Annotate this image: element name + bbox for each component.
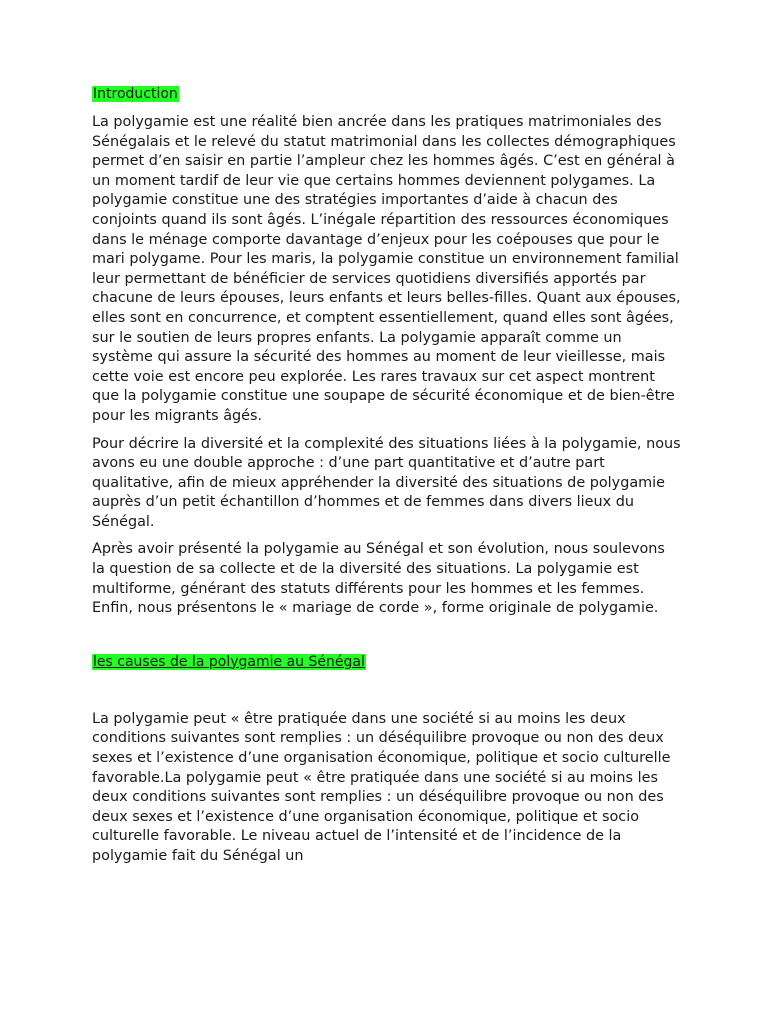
heading-introduction xyxy=(92,85,682,104)
heading-causes xyxy=(92,653,682,672)
heading-causes-text: les causes de la polygamie au Sénégal xyxy=(93,653,365,670)
document-page xyxy=(92,85,682,867)
paragraph-intro-2: Pour décrire la diversité et la complexité des situations liées à la polygamie, nous avons eu une double approche : d’une part quantitative et d’autre part qualitative, afin de mieux appréhender la diversité des situations de polygamie auprès d’un petit échantillon d’hommes et de femmes dans divers lieux du Sénégal. xyxy=(92,435,681,530)
heading-introduction-text: Introduction xyxy=(93,86,178,102)
paragraph-intro-1: La polygamie est une réalité bien ancrée dans les pratiques matrimoniales des Sénégalais et le relevé du statut matrimonial dans les collectes démographiques permet d’en saisir en partie l’ampleur chez les hommes âgés. C’est en général à un moment tardif de leur vie que certains hommes deviennent polygames. La polygamie constitue une des stratégies importantes d’aide à chacun des conjoints quand ils sont âgés. L’inégale répartition des ressources économiques dans le ménage comporte davantage d’enjeux pour les coépouses que pour le mari polygame. Pour les maris, la polygamie constitue un environnement familial leur permettant de bénéficier de services quotidiens diversifiés apportés par chacune de leurs épouses, leurs enfants et leurs belles-filles. Quant aux épouses, elles sont en concurrence, et comptent essentiellement, quand elles sont âgées, sur le soutien de leurs propres enfants. La polygamie apparaît comme un système qui assure la sécurité des hommes au moment de leur vieillesse, mais cette voie est encore peu explorée. Les rares travaux sur cet aspect montrent que la polygamie constitue une soupape de sécurité économique et de bien-être pour les migrants âgés. xyxy=(92,114,681,424)
paragraph-intro-3: Après avoir présenté la polygamie au Sénégal et son évolution, nous soulevons la question de sa collecte et de la diversité des situations. La polygamie est multiforme, générant des statuts différents pour les hommes et les femmes. Enfin, nous présentons le « mariage de corde », forme originale de polygamie. xyxy=(92,541,665,617)
paragraph-causes-1: La polygamie peut « être pratiquée dans une société si au moins les deux conditions suivantes sont remplies : un déséquilibre provoque ou non des deux sexes et l’existence d’une organisation économique, politique et socio culturelle favorable.La polygamie peut « être pratiquée dans une société si au moins les deux conditions suivantes sont remplies : un déséquilibre provoque ou non des deux sexes et l’existence d’une organisation économique, politique et socio culturelle favorable. Le niveau actuel de l’intensité et de l’incidence de la polygamie fait du Sénégal un xyxy=(92,710,671,864)
